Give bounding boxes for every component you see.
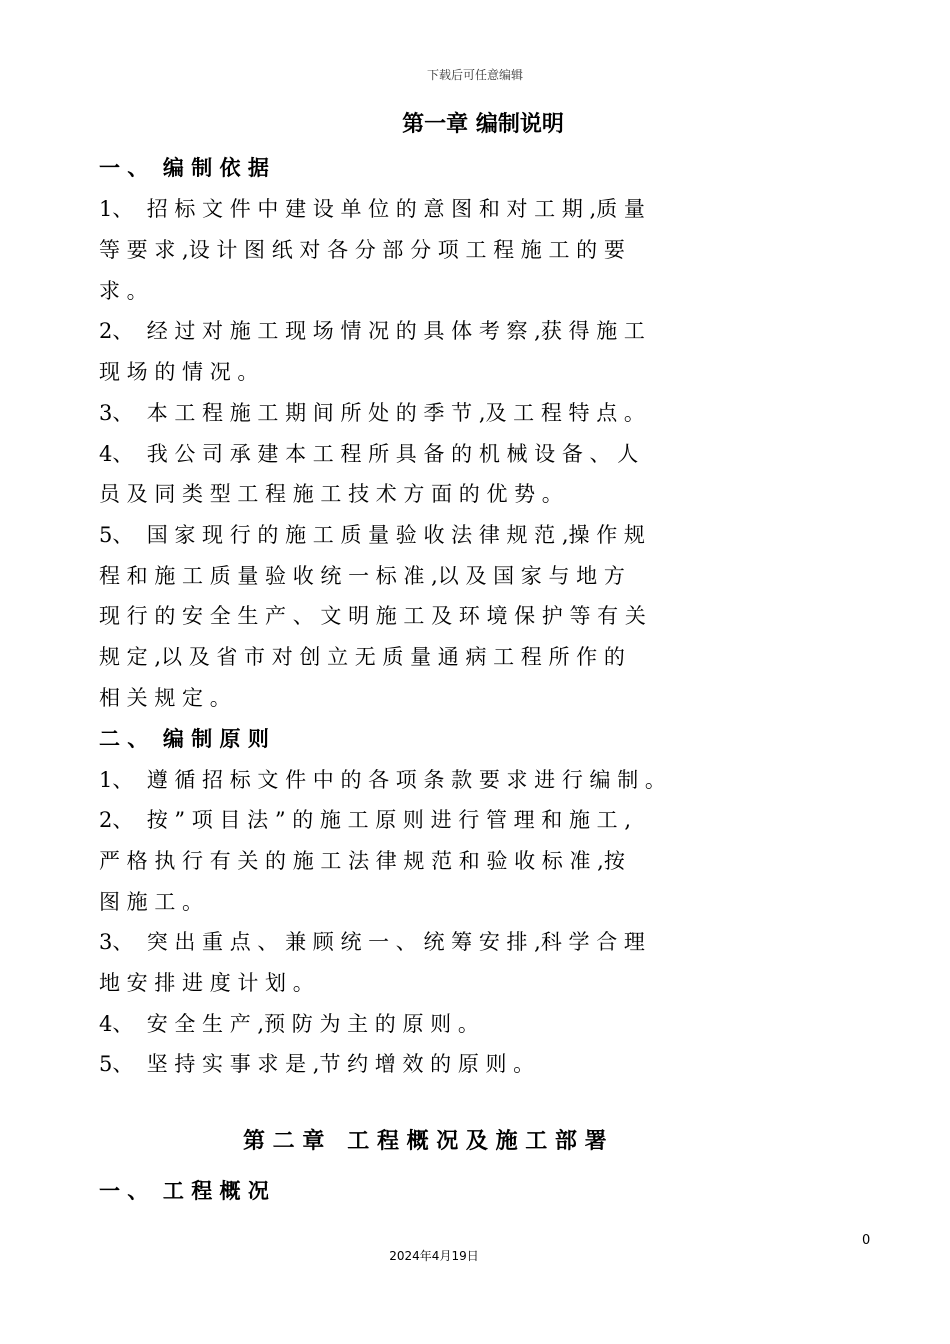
chapter-2-title: 第 二 章 工 程 概 况 及 施 工 部 署 (243, 1129, 607, 1154)
paragraph-line: 2、 按 ” 项 目 法 ” 的 施 工 原 则 进 行 管 理 和 施 工 , (99, 808, 632, 832)
paragraph-line: 现 场 的 情 况 。 (99, 360, 259, 384)
section-heading: 一 、 工 程 概 况 (99, 1179, 269, 1203)
paragraph-line: 5、 坚 持 实 事 求 是 ,节 约 增 效 的 原 则 。 (99, 1052, 535, 1076)
paragraph-line: 等 要 求 ,设 计 图 纸 对 各 分 部 分 项 工 程 施 工 的 要 (99, 238, 625, 262)
paragraph-line: 1、 遵 循 招 标 文 件 中 的 各 项 条 款 要 求 进 行 编 制 。 (99, 768, 666, 792)
paragraph-line: 严 格 执 行 有 关 的 施 工 法 律 规 范 和 验 收 标 准 ,按 (99, 849, 625, 873)
paragraph-line: 地 安 排 进 度 计 划 。 (99, 971, 314, 995)
paragraph-line: 相 关 规 定 。 (99, 686, 231, 710)
footer-date: 2024年4月19日 (389, 1249, 479, 1263)
chapter-1-title: 第一章 编制说明 (402, 112, 564, 137)
paragraph-line: 1、 招 标 文 件 中 建 设 单 位 的 意 图 和 对 工 期 ,质 量 (99, 197, 645, 221)
paragraph-line: 图 施 工 。 (99, 890, 204, 914)
paragraph-line: 规 定 ,以 及 省 市 对 创 立 无 质 量 通 病 工 程 所 作 的 (99, 645, 625, 669)
paragraph-line: 员 及 同 类 型 工 程 施 工 技 术 方 面 的 优 势 。 (99, 482, 563, 506)
header-note: 下载后可任意编辑 (426, 68, 523, 82)
paragraph-line: 5、 国 家 现 行 的 施 工 质 量 验 收 法 律 规 范 ,操 作 规 (99, 523, 645, 547)
paragraph-line: 程 和 施 工 质 量 验 收 统 一 标 准 ,以 及 国 家 与 地 方 (99, 564, 625, 588)
paragraph-line: 4、 我 公 司 承 建 本 工 程 所 具 备 的 机 械 设 备 、 人 (99, 442, 639, 466)
section-heading: 二 、 编 制 原 则 (99, 727, 269, 751)
paragraph-line: 3、 本 工 程 施 工 期 间 所 处 的 季 节 ,及 工 程 特 点 。 (99, 401, 645, 425)
paragraph-line: 求 。 (99, 279, 148, 303)
section-heading: 一 、 编 制 依 据 (99, 156, 269, 180)
paragraph-line: 现 行 的 安 全 生 产 、 文 明 施 工 及 环 境 保 护 等 有 关 (99, 604, 646, 628)
paragraph-line: 2、 经 过 对 施 工 现 场 情 况 的 具 体 考 察 ,获 得 施 工 (99, 319, 645, 343)
paragraph-line: 3、 突 出 重 点 、 兼 顾 统 一 、 统 筹 安 排 ,科 学 合 理 (99, 930, 645, 954)
page-number: 0 (862, 1233, 871, 1248)
paragraph-line: 4、 安 全 生 产 ,预 防 为 主 的 原 则 。 (99, 1012, 479, 1036)
